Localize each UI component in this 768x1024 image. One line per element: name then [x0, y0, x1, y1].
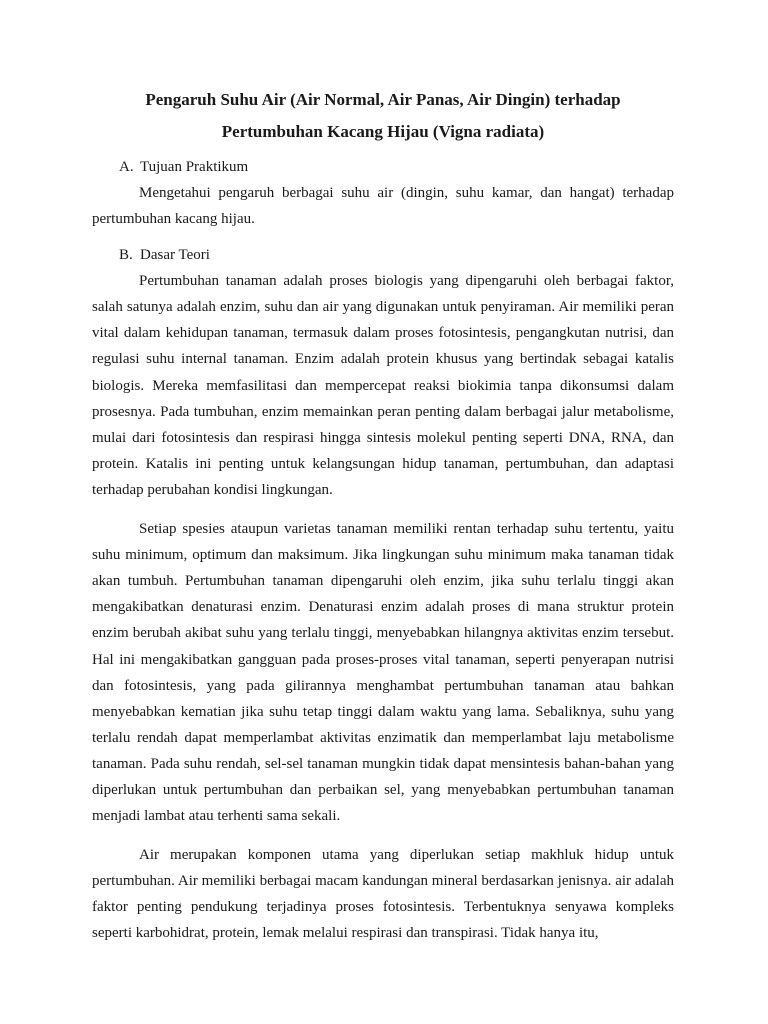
paragraph-dasar-teori-2: Setiap spesies ataupun varietas tanaman memiliki rentan terhadap suhu tertentu, yaitu suhu minimum, optimum dan maksimum. Jika lingkungan suhu minimum maka tanaman tidak akan tumbuh. Pertumbuhan tanaman dipengaruhi oleh enzim, jika suhu terlalu tinggi akan mengakibatkan denaturasi enzim. Denaturasi enzim adalah proses di mana struktur protein enzim berubah akibat suhu yang terlalu tinggi, menyebabkan hilangnya aktivitas enzim tersebut. Hal ini mengakibatkan gangguan pada proses-proses vital tanaman, seperti penyerapan nutrisi dan fotosintesis, yang pada gilirannya menghambat pertumbuhan tanaman atau bahkan menyebabkan kematian jika suhu tetap tinggi dalam waktu yang lama. Sebaliknya, suhu yang terlalu rendah dapat memperlambat aktivitas enzimatik dan memperlambat laju metabolisme tanaman. Pada suhu rendah, sel-sel tanaman mungkin tidak dapat mensintesis bahan-bahan yang diperlukan untuk pertumbuhan dan perbaikan sel, yang menyebabkan pertumbuhan tanaman menjadi lambat atau terhenti sama sekali. [92, 521, 674, 825]
section-letter: B. [119, 247, 133, 264]
paragraph-tujuan: Mengetahui pengaruh berbagai suhu air (dingin, suhu kamar, dan hangat) terhadap pertumbuhan kacang hijau. [92, 185, 674, 228]
paragraph-dasar-teori-1: Pertumbuhan tanaman adalah proses biologis yang dipengaruhi oleh berbagai faktor, salah satunya adalah enzim, suhu dan air yang digunakan untuk penyiraman. Air memiliki peran vital dalam kehidupan tanaman, termasuk dalam proses fotosintesis, pengangkutan nutrisi, dan regulasi suhu internal tanaman. Enzim adalah protein khusus yang bertindak sebagai katalis biologis. Mereka memfasilitasi dan mempercepat reaksi biokimia tanpa dikonsumsi dalam prosesnya. Pada tumbuhan, enzim memainkan peran penting dalam berbagai jalur metabolisme, mulai dari fotosintesis dan respirasi hingga sintesis molekul penting seperti DNA, RNA, dan protein. Katalis ini penting untuk kelangsungan hidup tanaman, pertumbuhan, dan adaptasi terhadap perubahan kondisi lingkungan. [92, 273, 674, 498]
section-heading-tujuan [92, 154, 674, 180]
document-title-line-2: Pertumbuhan Kacang Hijau (Vigna radiata) [221, 122, 545, 141]
section-title: Tujuan Praktikum [140, 159, 249, 175]
paragraph-dasar-teori-3: Air merupakan komponen utama yang diperlukan setiap makhluk hidup untuk pertumbuhan. Air memiliki berbagai macam kandungan mineral berdasarkan jenisnya. air adalah faktor penting pendukung terjadinya proses fotosintesis. Terbentuknya senyawa kompleks seperti karbohidrat, protein, lemak melalui respirasi dan transpirasi. Tidak hanya itu, [92, 847, 674, 942]
section-heading-dasar-teori [92, 242, 674, 268]
section-title: Dasar Teori [140, 247, 210, 264]
document-title-line-1: Pengaruh Suhu Air (Air Normal, Air Panas, Air Dingin) terhadap [145, 90, 621, 109]
document-body [92, 84, 674, 947]
section-letter: A. [119, 159, 134, 175]
